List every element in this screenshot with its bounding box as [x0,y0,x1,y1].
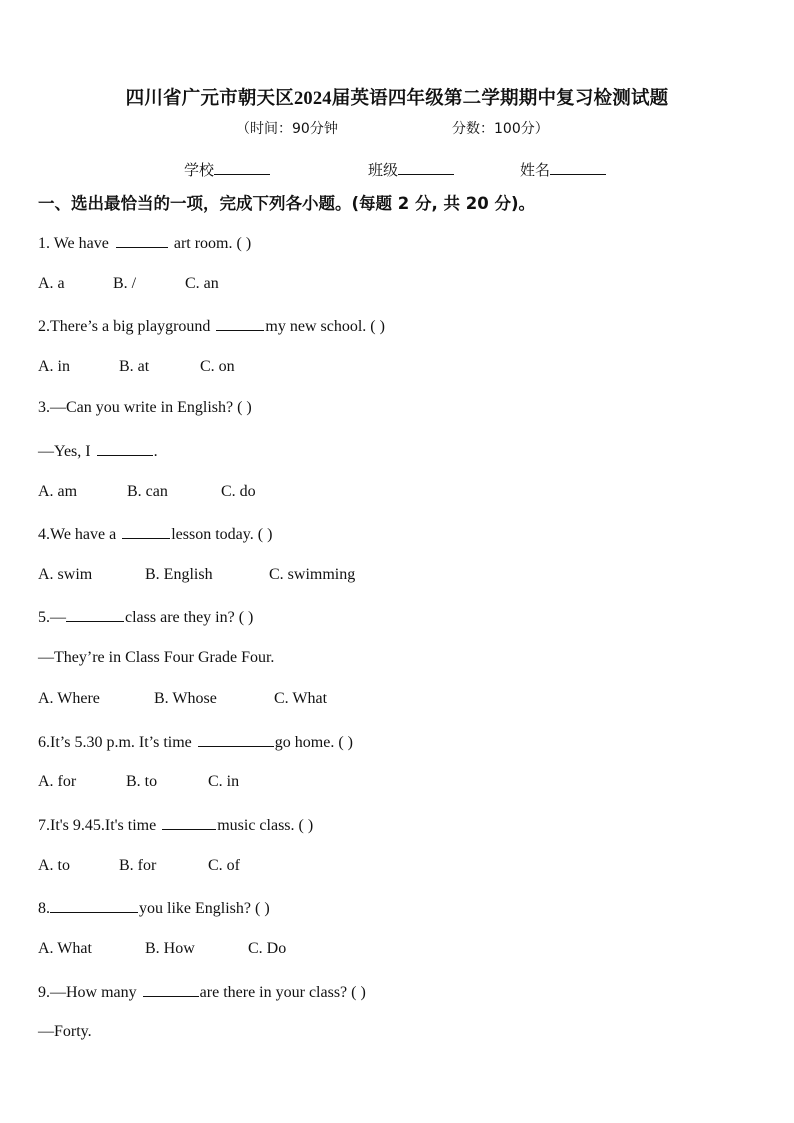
class-label: 班级 [368,161,399,179]
q7-option-c[interactable]: C. of [208,857,240,874]
question-4 [38,524,272,544]
q4-text-after: lesson today. ( ) [171,526,273,543]
q8-text: 8. [38,900,50,917]
q1-option-c[interactable]: C. an [185,275,219,292]
exam-score: 分数：100分） [452,121,549,137]
q3-answer [38,441,158,461]
q9-text: 9.—How many [38,984,137,1001]
q5-answer: —They’re in Class Four Grade Four. [38,649,275,666]
q5-option-a[interactable]: A. Where [38,690,100,707]
question-9 [38,982,366,1002]
q6-option-a[interactable]: A. for [38,773,77,790]
q4-options [38,566,355,584]
q4-blank[interactable] [122,524,170,539]
q5-options [38,690,327,708]
q2-options [38,358,235,376]
q8-option-a[interactable]: A. What [38,940,92,957]
q4-option-b[interactable]: B. English [145,566,213,583]
name-blank[interactable] [550,160,606,175]
q6-option-c[interactable]: C. in [208,773,240,790]
q9-answer: —Forty. [38,1023,92,1040]
question-3: 3.—Can you write in English? ( ) [38,399,252,416]
q8-options [38,940,286,958]
q1-text-after: art room. ( ) [173,235,252,252]
q3-blank[interactable] [97,441,153,456]
q3-answer-end: . [153,443,158,460]
q7-text: 7.It's 9.45.It's time [38,817,157,834]
q2-option-a[interactable]: A. in [38,358,70,375]
q1-option-b[interactable]: B. / [113,275,137,292]
exam-time: （时间：90分钟 [236,121,338,137]
class-field [368,159,454,180]
question-8 [38,898,270,918]
q2-blank[interactable] [216,316,264,331]
q4-text: 4.We have a [38,526,117,543]
q1-blank[interactable] [116,233,168,248]
school-field [184,159,270,180]
class-blank[interactable] [398,160,454,175]
q3-answer-text: —Yes, I [38,443,91,460]
q7-option-b[interactable]: B. for [119,857,157,874]
q2-text-after: my new school. ( ) [265,318,385,335]
q5-text: 5.— [38,609,66,626]
q6-text: 6.It’s 5.30 p.m. It’s time [38,734,192,751]
q7-text-after: music class. ( ) [217,817,314,834]
q2-text: 2.There’s a big playground [38,318,211,335]
q3-option-a[interactable]: A. am [38,483,78,500]
q6-options [38,773,239,791]
q4-option-a[interactable]: A. swim [38,566,93,583]
q2-option-c[interactable]: C. on [200,358,235,375]
q5-blank[interactable] [66,607,124,622]
q7-options [38,857,240,875]
q3-option-c[interactable]: C. do [221,483,256,500]
question-6 [38,732,353,752]
school-blank[interactable] [214,160,270,175]
q5-option-b[interactable]: B. Whose [154,690,217,707]
q3-option-b[interactable]: B. can [127,483,168,500]
q2-option-b[interactable]: B. at [119,358,150,375]
page-title: 四川省广元市朝天区2024届英语四年级第二学期期中复习检测试题 [125,89,669,109]
q7-blank[interactable] [162,815,216,830]
q9-text-after: are there in your class? ( ) [199,984,366,1001]
q8-blank[interactable] [50,898,138,913]
question-5 [38,607,253,627]
q6-option-b[interactable]: B. to [126,773,158,790]
name-label: 姓名 [520,161,551,179]
q5-text-after: class are they in? ( ) [125,609,254,626]
q8-option-b[interactable]: B. How [145,940,195,957]
q8-text-after: you like English? ( ) [139,900,270,917]
q6-text-after: go home. ( ) [274,734,353,751]
school-label: 学校 [184,161,215,179]
q1-options [38,275,219,293]
section-heading: 一、选出最恰当的一项，完成下列各小题。(每题 2 分, 共 20 分)。 [38,194,536,213]
q1-text: 1. We have [38,235,109,252]
question-1 [38,233,251,253]
question-2 [38,316,385,336]
name-field [520,159,606,180]
q4-option-c[interactable]: C. swimming [269,566,356,583]
question-7 [38,815,313,835]
q7-option-a[interactable]: A. to [38,857,70,874]
q5-option-c[interactable]: C. What [274,690,328,707]
q6-blank[interactable] [198,732,274,747]
q1-option-a[interactable]: A. a [38,275,65,292]
q3-options [38,483,256,501]
q9-blank[interactable] [143,982,199,997]
q8-option-c[interactable]: C. Do [248,940,287,957]
